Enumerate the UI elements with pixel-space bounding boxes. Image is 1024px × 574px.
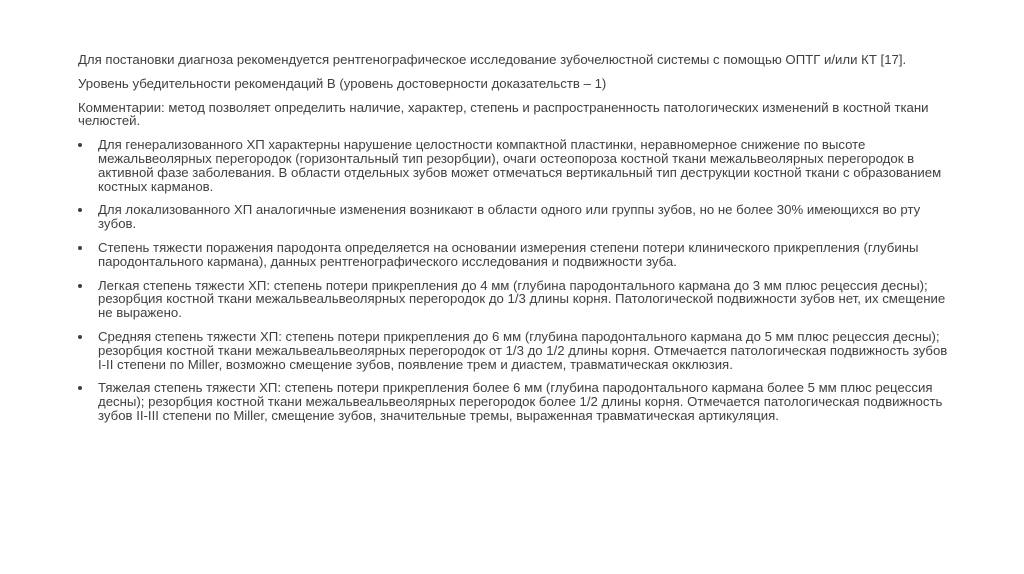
list-item	[78, 330, 958, 371]
list-item	[78, 279, 958, 320]
list-item	[78, 203, 958, 231]
evidence-level: Уровень убедительности рекомендаций В (уровень достоверности доказательств – 1)	[78, 75, 607, 91]
bullet-dot-icon	[78, 284, 82, 288]
list-item-text: Для локализованного ХП аналогичные изменения возникают в области одного или группы зубов, но не более 30% имеющихся во рту зубов.	[98, 202, 921, 232]
bullet-dot-icon	[78, 143, 82, 147]
list-item-text: Тяжелая степень тяжести ХП: степень потери прикрепления более 6 мм (глубина пародонтального кармана более 5 мм плюс рецессия десны); резорбция костной ткани межальвеальвеолярных перегородок более 1/2 длины корня. Отмечается патологическая подвижность зубов II-III степени по Miller, смещение зубов, значительные тремы, выраженная травматическая артикуляция.	[98, 380, 943, 423]
list-item-text: Легкая степень тяжести ХП: степень потери прикрепления до 4 мм (глубина пародонтального кармана до 3 мм плюс рецессия десны); резорбция костной ткани межальвеальвеолярных перегородок до 1/3 длины корня. Патологической подвижности зубов нет, их смещение не выражено.	[98, 277, 946, 321]
bullet-dot-icon	[78, 208, 82, 212]
list-item	[78, 381, 958, 422]
bullet-list	[78, 138, 958, 423]
slide-body	[78, 53, 958, 433]
list-item-text: Степень тяжести поражения пародонта определяется на основании измерения степени потери клинического прикрепления (глубины пародонтального кармана), данных рентгенографического исследования и подвижности зуба.	[98, 239, 919, 269]
list-item-text: Средняя степень тяжести ХП: степень потери прикрепления до 6 мм (глубина пародонтального кармана до 5 мм плюс рецессия десны); резорбция костной ткани межальвеальвеолярных перегородок от 1/3 до 1/2 длины корня. Отмечается патологическая подвижность зубов I-II степени по Miller, возможно смещение зубов, появление трем и диастем, травматическая окклюзия.	[98, 328, 948, 372]
list-item	[78, 138, 958, 193]
bullet-dot-icon	[78, 386, 82, 390]
list-item-text: Для генерализованного ХП характерны нарушение целостности компактной пластинки, неравномерное снижение по высоте межальвеолярных перегородок (горизонтальный тип резорбции), очаги остеопороза костной ткани межальвеолярных перегородок в активной фазе заболевания. В области отдельных зубов может отмечаться вертикальный тип деструкции костной ткани с образованием костных карманов.	[98, 137, 942, 194]
bullet-dot-icon	[78, 335, 82, 339]
list-item	[78, 241, 958, 269]
comment-paragraph: Комментарии: метод позволяет определить наличие, характер, степень и распространенность патологических изменений в костной ткани челюстей.	[78, 99, 929, 129]
diagnosis-recommendation: Для постановки диагноза рекомендуется рентгенографическое исследование зубочелюстной системы с помощью ОПТГ и/или КТ [17].	[78, 52, 907, 67]
bullet-dot-icon	[78, 246, 82, 250]
